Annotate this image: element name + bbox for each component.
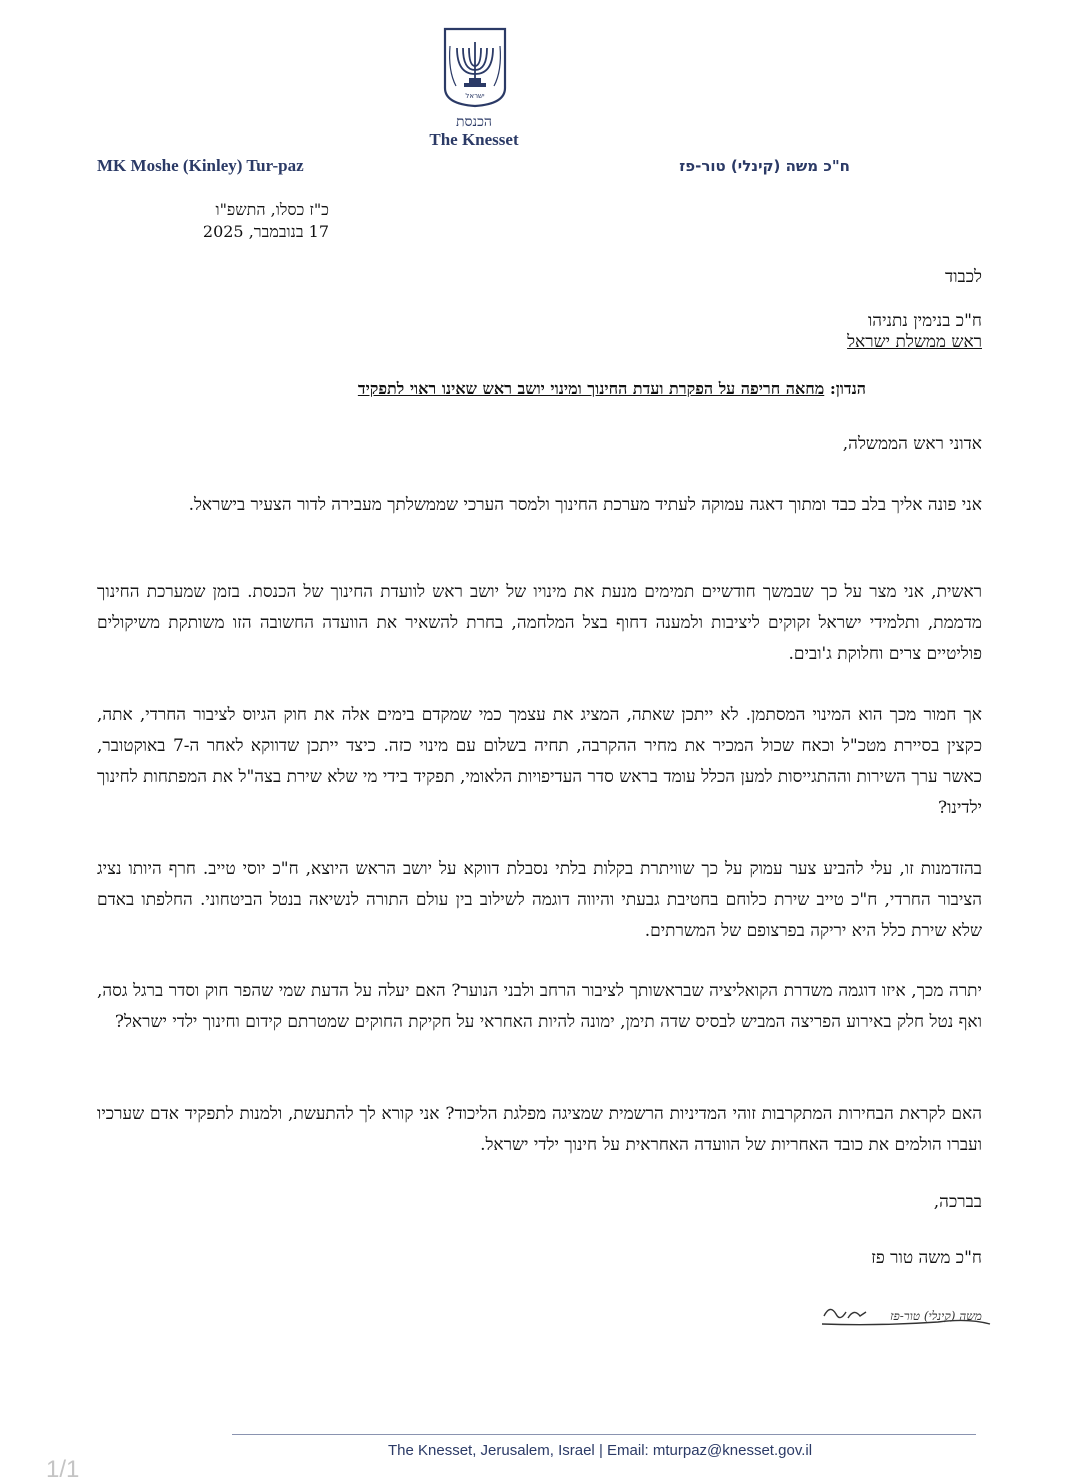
date-gregorian: 17 בנובמבר, 2025 bbox=[202, 222, 329, 241]
addressee-name: ח"כ בנימין נתניהו bbox=[867, 311, 982, 331]
footer-email: Email: mturpaz@knesset.gov.il bbox=[607, 1442, 813, 1459]
footer-divider bbox=[232, 1434, 976, 1435]
knesset-english-title: The Knesset bbox=[429, 130, 519, 149]
footer-address: The Knesset, Jerusalem, Israel bbox=[388, 1442, 595, 1459]
paragraph-3: אך חמור מכך הוא המינוי המסתמן. לא ייתכן שאתה, המציג את עצמך כמי שמקדם בימים אלה את חוק הגיוס לציבור החרדי, אתה, כקצין בסיירת מטכ"ל וכאח שכול המכיר את מחיר ההקרבה, תחיה בשלום עם מינוי כזה. כיצד ייתכן שדווקא לאחר ה-7 באוקטובר, כאשר ערך השירות וההתגייסות למען הכלל עומד בראש סדר העדיפויות הלאומי, תפקיד בידי מי שלא שירת בצה"ל את המפתחות לחינוך ילדינו? bbox=[97, 705, 983, 818]
closing-blessing: בברכה, bbox=[933, 1192, 982, 1212]
knesset-hebrew-title: הכנסת bbox=[456, 115, 492, 130]
subject-text: מחאה חריפה על הפקרת ועדת החינוך ומינוי יושב ראש שאינו ראוי לתפקיד bbox=[357, 379, 825, 398]
page-indicator: 1/1 bbox=[46, 1456, 80, 1483]
footer-contact bbox=[388, 1442, 812, 1459]
handwritten-signature bbox=[818, 1296, 994, 1334]
paragraph-6: האם לקראת הבחירות המתקרבות זוהי המדיניות הרשמית שמציגה מפלגת הליכוד? אני קורא לך להתעשת, ולמנות לתפקיד אדם שערכיו ועברו הולמים את כובד האחריות של הוועדה האחראית על חינוך ילדי ישראל. bbox=[97, 1104, 982, 1155]
footer-separator: | bbox=[598, 1442, 603, 1459]
subject-label: הנדון: bbox=[829, 379, 866, 398]
emblem-text: ישראל bbox=[465, 92, 485, 100]
subject-line bbox=[358, 379, 866, 399]
paragraph-2: ראשית, אני מצר על כך שבמשך חודשיים תמימים מנעת את מינויו של יושב ראש לוועדת החינוך של הכנסת. בזמן שמערכת החינוך מדממת, ותלמידי ישראל זקוקים ליציבות ולמענה דחוף בצל המלחמה, בחרת להשאיר את הוועדה החשובה הזו משותקת משיקולים פוליטיים צרים וחלוקת ג'ובים. bbox=[97, 582, 982, 664]
mk-name-hebrew: ח"כ משה (קינלי) טור-פז bbox=[679, 157, 850, 175]
mk-name-english: MK Moshe (Kinley) Tur-paz bbox=[97, 156, 304, 175]
menorah-emblem-icon bbox=[442, 26, 508, 108]
salutation: אדוני ראש הממשלה, bbox=[842, 434, 982, 454]
addressee-title: ראש ממשלת ישראל bbox=[847, 332, 982, 352]
paragraph-5: יתרה מכך, איזו דוגמה משדרת הקואליציה שבראשותך לציבור הרחב ולבני הנוער? האם יעלה על הדעת שמי שהפר חוק וסדר ברגל גסה, ואף נטל חלק באירוע הפריצה המביש לבסיס שדה תימן, ימונה להיות האחראי על חקיקת החוקים שמטרתם קידום וחינוך ילדי ישראל? bbox=[97, 981, 982, 1032]
addressee-to: לכבוד bbox=[945, 267, 982, 287]
paragraph-1: אני פונה אליך בלב כבד ומתוך דאגה עמוקה לעתיד מערכת החינוך ולמסר הערכי שממשלתך מעבירה לדור הצעיר בישראל. bbox=[188, 495, 982, 515]
date-hebrew: כ"ז כסלו, התשפ"ו bbox=[215, 200, 329, 219]
signer-name: ח"כ משה טור פז bbox=[871, 1248, 982, 1268]
svg-text:משה (קינלי) טור-פז: משה (קינלי) טור-פז bbox=[890, 1309, 982, 1323]
paragraph-4: בהזדמנות זו, עלי להביע צער עמוק על כך שוויתרת בקלות בלתי נסבלת דווקא על יושב הראש היוצא, ח"כ יוסי טייב. חרף היותו נציג הציבור החרדי, ח"כ טייב שירת כלוחם בחטיבת גבעתי והיווה דוגמה לשילוב בין עולם התורה לנשיאה בנטל הביטחוני. החלפתו באדם שלא שירת כלל היא יריקה בפרצופם של המשרתים. bbox=[97, 859, 982, 941]
